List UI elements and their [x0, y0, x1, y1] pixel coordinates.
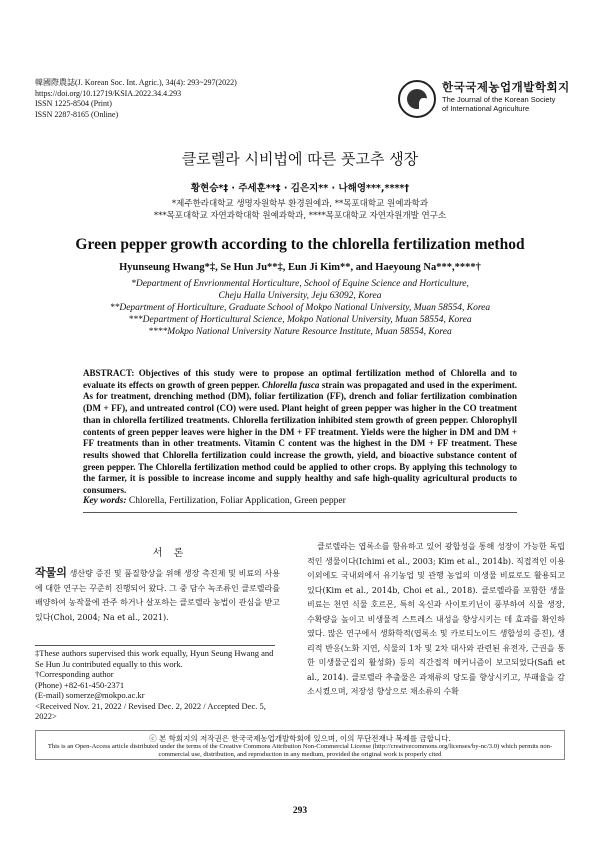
footnote-corresponding: †Corresponding author	[35, 669, 114, 679]
page-number: 293	[292, 806, 308, 816]
intro-right-column: 클로렐라는 엽록소를 함유하고 있어 광합성을 통해 성장이 가능한 독립적인 생물이다(Ichimi et al., 2003; Kim et al., 2014b). 직접적인 이용 이외에도 국내외에서 유기농업 및 관행 농업의 미생물 비료로도 활용되고 있다(Kim et al., 2014b, Choi et al., 2018). 클로렐라를 포함한 생물 비료는 천연 식물 호르몬, 특히 옥신과 사이토키닌이 풍부하여 식물 생장, 수확량을 높이고 비생물적 스트레스 내성을 향상시키는 데 효과를 확인하였다. 많은 연구에서 생화학적(엽록소 및 카로티노이드 생합성의 증진), 생리적 반응(노화 지연, 식물의 1차 및 2차 대사와 관련된 유전자, 근권을 통한 미생물군집의 활성화) 등의 직간접적 메커니즘이 보고되었다(Safi et al., 2014). 클로렐라 추출물은 과채류의 당도를 향상시키고, 부패율을 감소시켰으며, 저장성 향상으로 채소류의 수확	[307, 542, 565, 696]
journal-citation: 韓國際農誌(J. Korean Soc. Int. Agric.), 34(4): 293~297(2022)	[35, 78, 237, 87]
intro-lead-word: 작물의	[35, 566, 67, 579]
society-logo-icon	[398, 80, 436, 118]
society-name-en: The Journal of the Korean Society of International Agriculture	[442, 95, 556, 113]
open-access-notice: This is an Open-Access article distributed under the terms of the Creative Commons Attribution Non-Commercial License (http://creativecommons.org/licenses/by-nc/3.0) which permits non-commercial use, distribution, and reproduction in any medium, provided the original work is properly cited	[47, 743, 553, 758]
intro-left-column: 작물의 생산량 증진 및 품질향상을 위해 생장 촉진제 및 비료의 사용에 대한 연구는 꾸준히 진행되어 왔다. 그 중 담수 녹조류인 클로렐라를 배양하여 농작물에 관주 하거나 살포하는 클로렐라 농법이 관심을 받고 있다(Choi, 2004; Na et al., 2021).	[35, 566, 280, 622]
affiliation-english-2: Cheju Halla University, Jeju 63092, Korea	[218, 291, 382, 301]
keywords-label: Key words:	[83, 496, 127, 506]
title-english: Green pepper growth according to the chlorella fertilization method	[75, 236, 525, 253]
copyright-notice: ⓒ 본 학회지의 저작권은 한국국제농업개발학회에 있으며, 이의 무단전재나 복제를 금합니다.	[149, 734, 451, 743]
footnote-divider	[35, 645, 275, 646]
affiliation-korean-1: *제주한라대학교 생명자원학부 환경원예과, **목포대학교 원예과학과	[171, 199, 429, 209]
title-korean: 클로렐라 시비법에 따른 풋고추 생장	[181, 150, 419, 168]
footnote-email: (E-mail) somerze@mokpo.ac.kr	[35, 690, 145, 700]
species-name: Chlorella fusca	[262, 379, 320, 390]
footnote-equal-contribution: ‡These authors supervised this work equally, Hyun Seung Hwang and Se Hun Ju contributed equally to this work.	[35, 648, 274, 669]
authors-korean: 황현승*‡ · 주세훈**‡ · 김은지** · 나해영***,****†	[190, 183, 410, 194]
section-heading-introduction: 서 론	[152, 548, 188, 559]
keywords: Key words: Chlorella, Fertilization, Foliar Application, Green pepper	[83, 496, 346, 506]
abstract: ABSTRACT: Objectives of this study were to propose an optimal fertilization method of Chlorella and to evaluate its effects on growth of green pepper. Chlorella fusca strain was propagated and used in the experiment. As for treatment, drenching method (DM), foliar fertilization (FF), drench and foliar fertilization combination (DM + FF), and untreated control (CO) were used. Plant height of green pepper was higher in the CO treatment than in chlorella fertilized treatments. Chlorella fertilization inhibited stem growth of green pepper. Chlorophyll contents of green pepper leaves were higher in the DM + FF treatment. Yields were the higher in DM and DM + FF treatments than in other treatments. Vitamin C content was the highest in the DM + FF treatment. These results showed that Chlorella fertilization could increase the growth, yield, and bioactive substance content of green pepper. The Chlorella fertilization method could be applied to other crops. By applying this technology to the farmer, it is possible to increase income and supply healthy and safe high-quality agricultural products to consumers.	[83, 368, 517, 496]
issn-online: ISSN 2287-8165 (Online)	[35, 109, 119, 119]
affiliation-english-1: *Department of Envrionmental Horticulture, School of Equine Science and Horticulture,	[131, 279, 469, 289]
affiliation-english-5: ****Mokpo National University Nature Resource Institute, Muan 58554, Korea	[148, 327, 452, 337]
journal-header	[35, 78, 237, 120]
footnote-dates: <Received Nov. 21, 2022 / Revised Dec. 2, 2022 / Accepted Dec. 5, 2022>	[35, 700, 266, 721]
affiliation-korean-2: ***목포대학교 자연과학대학 원예과학과, ****목포대학교 자연자원개발 연구소	[153, 211, 447, 221]
affiliation-english-4: ***Department of Horticultural Science, Mokpo National University, Muan 58554, Korea	[128, 315, 472, 325]
issn-print: ISSN 1225-8504 (Print)	[35, 99, 112, 108]
abstract-label: ABSTRACT:	[83, 368, 135, 378]
footnotes	[35, 648, 280, 722]
footnote-phone: (Phone) +82-61-450-2371	[35, 679, 125, 690]
doi-link[interactable]: https://doi.org/10.12719/KSIA.2022.34.4.293	[35, 88, 182, 98]
divider	[83, 512, 517, 513]
affiliation-english-3: **Department of Horticulture, Graduate School of Mokpo National University, Muan 58554, Korea	[109, 303, 491, 313]
society-name-kr: 한국국제농업개발학회지	[442, 80, 570, 94]
authors-english: Hyunseung Hwang*‡, Se Hun Ju**‡, Eun Ji Kim**, and Haeyoung Na***,****†	[119, 262, 481, 273]
